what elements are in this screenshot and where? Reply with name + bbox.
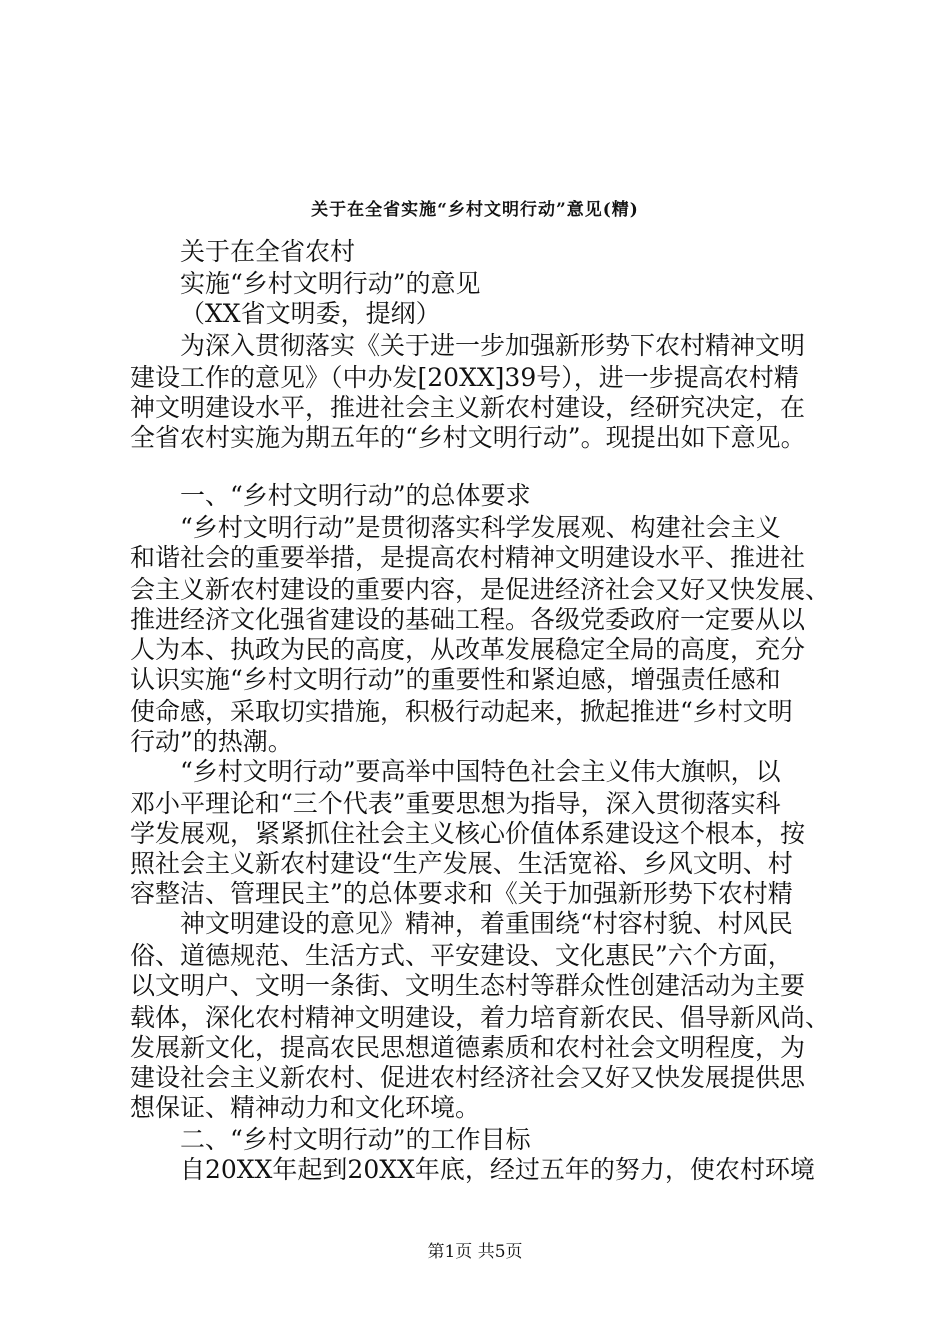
body-line: 使命感，采取切实措施，积极行动起来，掀起推进“乡村文明 — [130, 697, 793, 726]
body-line: 俗、道德规范、生活方式、平安建设、文化惠民”六个方面， — [130, 941, 793, 970]
body-line: 认识实施“乡村文明行动”的重要性和紧迫感，增强责任感和 — [130, 665, 781, 694]
body-line: 建设工作的意见》（中办发[20XX]39号），进一步提高农村精 — [130, 363, 799, 392]
body-line: 以文明户、文明一条街、文明生态村等群众性创建活动为主要 — [130, 971, 806, 1000]
document-title: 关于在全省实施“乡村文明行动”意见(精) — [311, 200, 639, 220]
body-line: 会主义新农村建设的重要内容，是促进经济社会又好又快发展、 — [130, 575, 831, 604]
body-line: 自20XX年起到20XX年底，经过五年的努力，使农村环境 — [180, 1155, 815, 1184]
body-line: “乡村文明行动”是贯彻落实科学发展观、构建社会主义 — [180, 513, 781, 542]
body-line: “乡村文明行动”要高举中国特色社会主义伟大旗帜，以 — [180, 757, 781, 786]
body-line: 和谐社会的重要举措，是提高农村精神文明建设水平、推进社 — [130, 543, 806, 572]
body-line: 建设社会主义新农村、促进农村经济社会又好又快发展提供思 — [130, 1063, 806, 1092]
body-line: 为深入贯彻落实《关于进一步加强新形势下农村精神文明 — [180, 331, 806, 360]
section-heading: 一、“乡村文明行动”的总体要求 — [180, 481, 531, 510]
body-line: 实施“乡村文明行动”的意见 — [180, 269, 481, 298]
body-line: 人为本、执政为民的高度，从改革发展稳定全局的高度，充分 — [130, 635, 806, 664]
body-line: 神文明建设水平，推进社会主义新农村建设，经研究决定，在 — [130, 393, 806, 422]
body-line: 行动”的热潮。 — [130, 727, 293, 756]
body-line: （XX省文明委，提纲） — [180, 299, 441, 328]
body-line: 邓小平理论和“三个代表”重要思想为指导，深入贯彻落实科 — [130, 789, 781, 818]
body-line: 载体，深化农村精神文明建设，着力培育新农民、倡导新风尚、 — [130, 1003, 831, 1032]
body-line: 想保证、精神动力和文化环境。 — [130, 1093, 481, 1122]
body-line: 学发展观，紧紧抓住社会主义核心价值体系建设这个根本，按 — [130, 819, 806, 848]
body-line: 全省农村实施为期五年的“乡村文明行动”。现提出如下意见。 — [130, 423, 806, 452]
body-line: 推进经济文化强省建设的基础工程。各级党委政府一定要从以 — [130, 605, 806, 634]
body-line: 发展新文化，提高农民思想道德素质和农村社会文明程度，为 — [130, 1033, 806, 1062]
body-line: 照社会主义新农村建设“生产发展、生活宽裕、乡风文明、村 — [130, 849, 793, 878]
section-heading: 二、“乡村文明行动”的工作目标 — [180, 1125, 531, 1154]
body-line: 关于在全省农村 — [180, 237, 356, 266]
page-footer: 第1页 共5页 — [427, 1242, 523, 1262]
body-line: 容整洁、管理民主”的总体要求和《关于加强新形势下农村精 — [130, 879, 793, 908]
body-line: 神文明建设的意见》精神，着重围绕“村容村貌、村风民 — [180, 909, 793, 938]
